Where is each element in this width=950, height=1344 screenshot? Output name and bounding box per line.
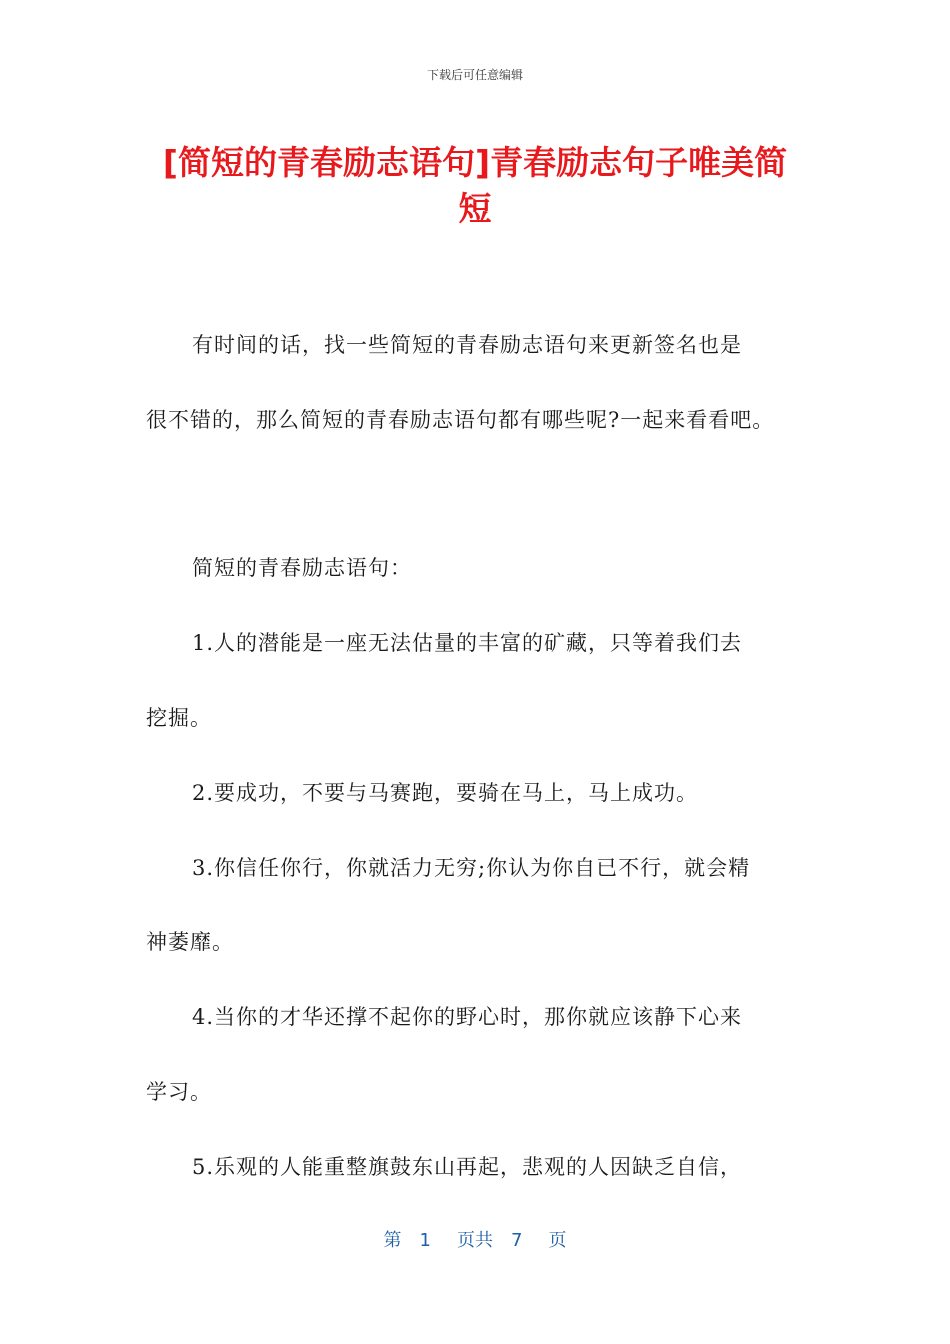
- list-item-3-line-1: 3.你信任你行，你就活力无穷;你认为你自已不行，就会精: [192, 856, 751, 880]
- paragraph-intro-line-2: 很不错的，那么简短的青春励志语句都有哪些呢?一起来看看吧。: [146, 408, 775, 432]
- footer-page-unit: 页: [457, 1230, 475, 1251]
- title-line-1: [简短的青春励志语句]青春励志句子唯美简: [162, 143, 788, 182]
- page-footer: [0, 1226, 950, 1252]
- list-item-2: 2.要成功，不要与马赛跑，要骑在马上，马上成功。: [192, 781, 699, 805]
- list-item-3-line-2: 神萎靡。: [146, 930, 234, 954]
- footer-total-pages: 7: [511, 1230, 523, 1251]
- title-line-2: 短: [458, 189, 492, 228]
- list-item-1-line-1: 1.人的潜能是一座无法估量的丰富的矿藏，只等着我们去: [192, 631, 743, 655]
- footer-page-label: 第: [383, 1230, 402, 1251]
- document-title: [145, 140, 805, 232]
- footer-page-number: 1: [419, 1230, 431, 1251]
- header-note: 下载后可任意编辑: [426, 68, 523, 82]
- section-heading: 简短的青春励志语句：: [192, 556, 412, 580]
- list-item-4-line-1: 4.当你的才华还撑不起你的野心时，那你就应该静下心来: [192, 1005, 743, 1029]
- footer-total-unit: 页: [548, 1230, 567, 1251]
- list-item-5-line-1: 5.乐观的人能重整旗鼓东山再起，悲观的人因缺乏自信，: [192, 1155, 743, 1179]
- footer-total-label: 共: [475, 1230, 493, 1251]
- list-item-1-line-2: 挖掘。: [146, 706, 212, 730]
- list-item-4-line-2: 学习。: [146, 1080, 212, 1104]
- paragraph-intro-line-1: 有时间的话，找一些简短的青春励志语句来更新签名也是: [192, 333, 742, 357]
